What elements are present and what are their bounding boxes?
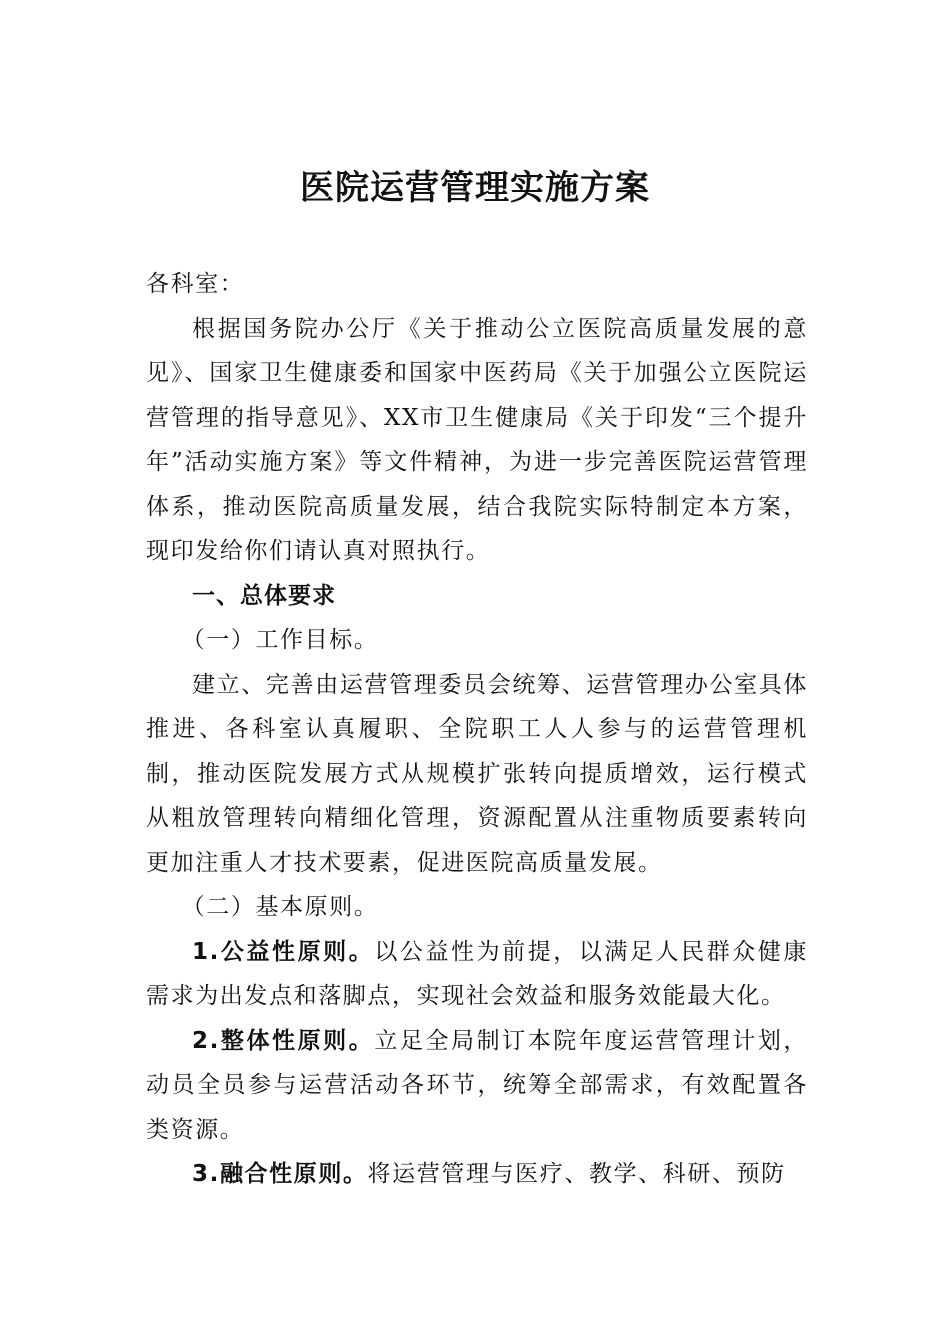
intro-paragraph: 根据国务院办公厅《关于推动公立医院高质量发展的意见》、国家卫生健康委和国家中医药局《关于加强公立医院运营管理的指导意见》、XX市卫生健康局《关于印发“三个提升年”活动实施方案》等文件精神，为进一步完善医院运营管理体系，推动医院高质量发展，结合我院实际特制定本方案，现印发给你们请认真对照执行。 [146,315,808,564]
principle-lead: 2.整体性原则。 [192,1027,375,1054]
principle-item [146,930,808,1019]
principle-item [146,1019,808,1153]
document-title: 医院运营管理实施方案 [300,168,650,208]
principle-text: 将运营管理与医疗、教学、科研、预防 [367,1161,786,1187]
salutation: 各科室： [146,271,245,297]
principle-lead: 3.融合性原则。 [192,1161,368,1187]
principle-lead: 1.公益性原则。 [192,938,375,965]
document-body [146,262,808,1197]
principle-item [146,1152,808,1197]
principle-text: 以公益性为前提，以满足人民群众健康需求为出发点和落脚点，实现社会效益和服务效能最大化。 [146,938,808,1009]
subsection-heading-work-goals: （一）工作目标。 [181,627,379,653]
section-heading-general-requirements: 一、总体要求 [192,582,336,609]
subsection-heading-basic-principles: （二）基本原则。 [181,894,379,920]
principle-text: 立足全局制订本院年度运营管理计划，动员全员参与运营活动各环节，统筹全部需求，有效配置各类资源。 [146,1027,808,1143]
work-goals-paragraph: 建立、完善由运营管理委员会统筹、运营管理办公室具体推进、各科室认真履职、全院职工人人参与的运营管理机制，推动医院发展方式从规模扩张转向提质增效，运行模式从粗放管理转向精细化管理，资源配置从注重物质要素转向更加注重人才技术要素，促进医院高质量发展。 [146,671,808,876]
